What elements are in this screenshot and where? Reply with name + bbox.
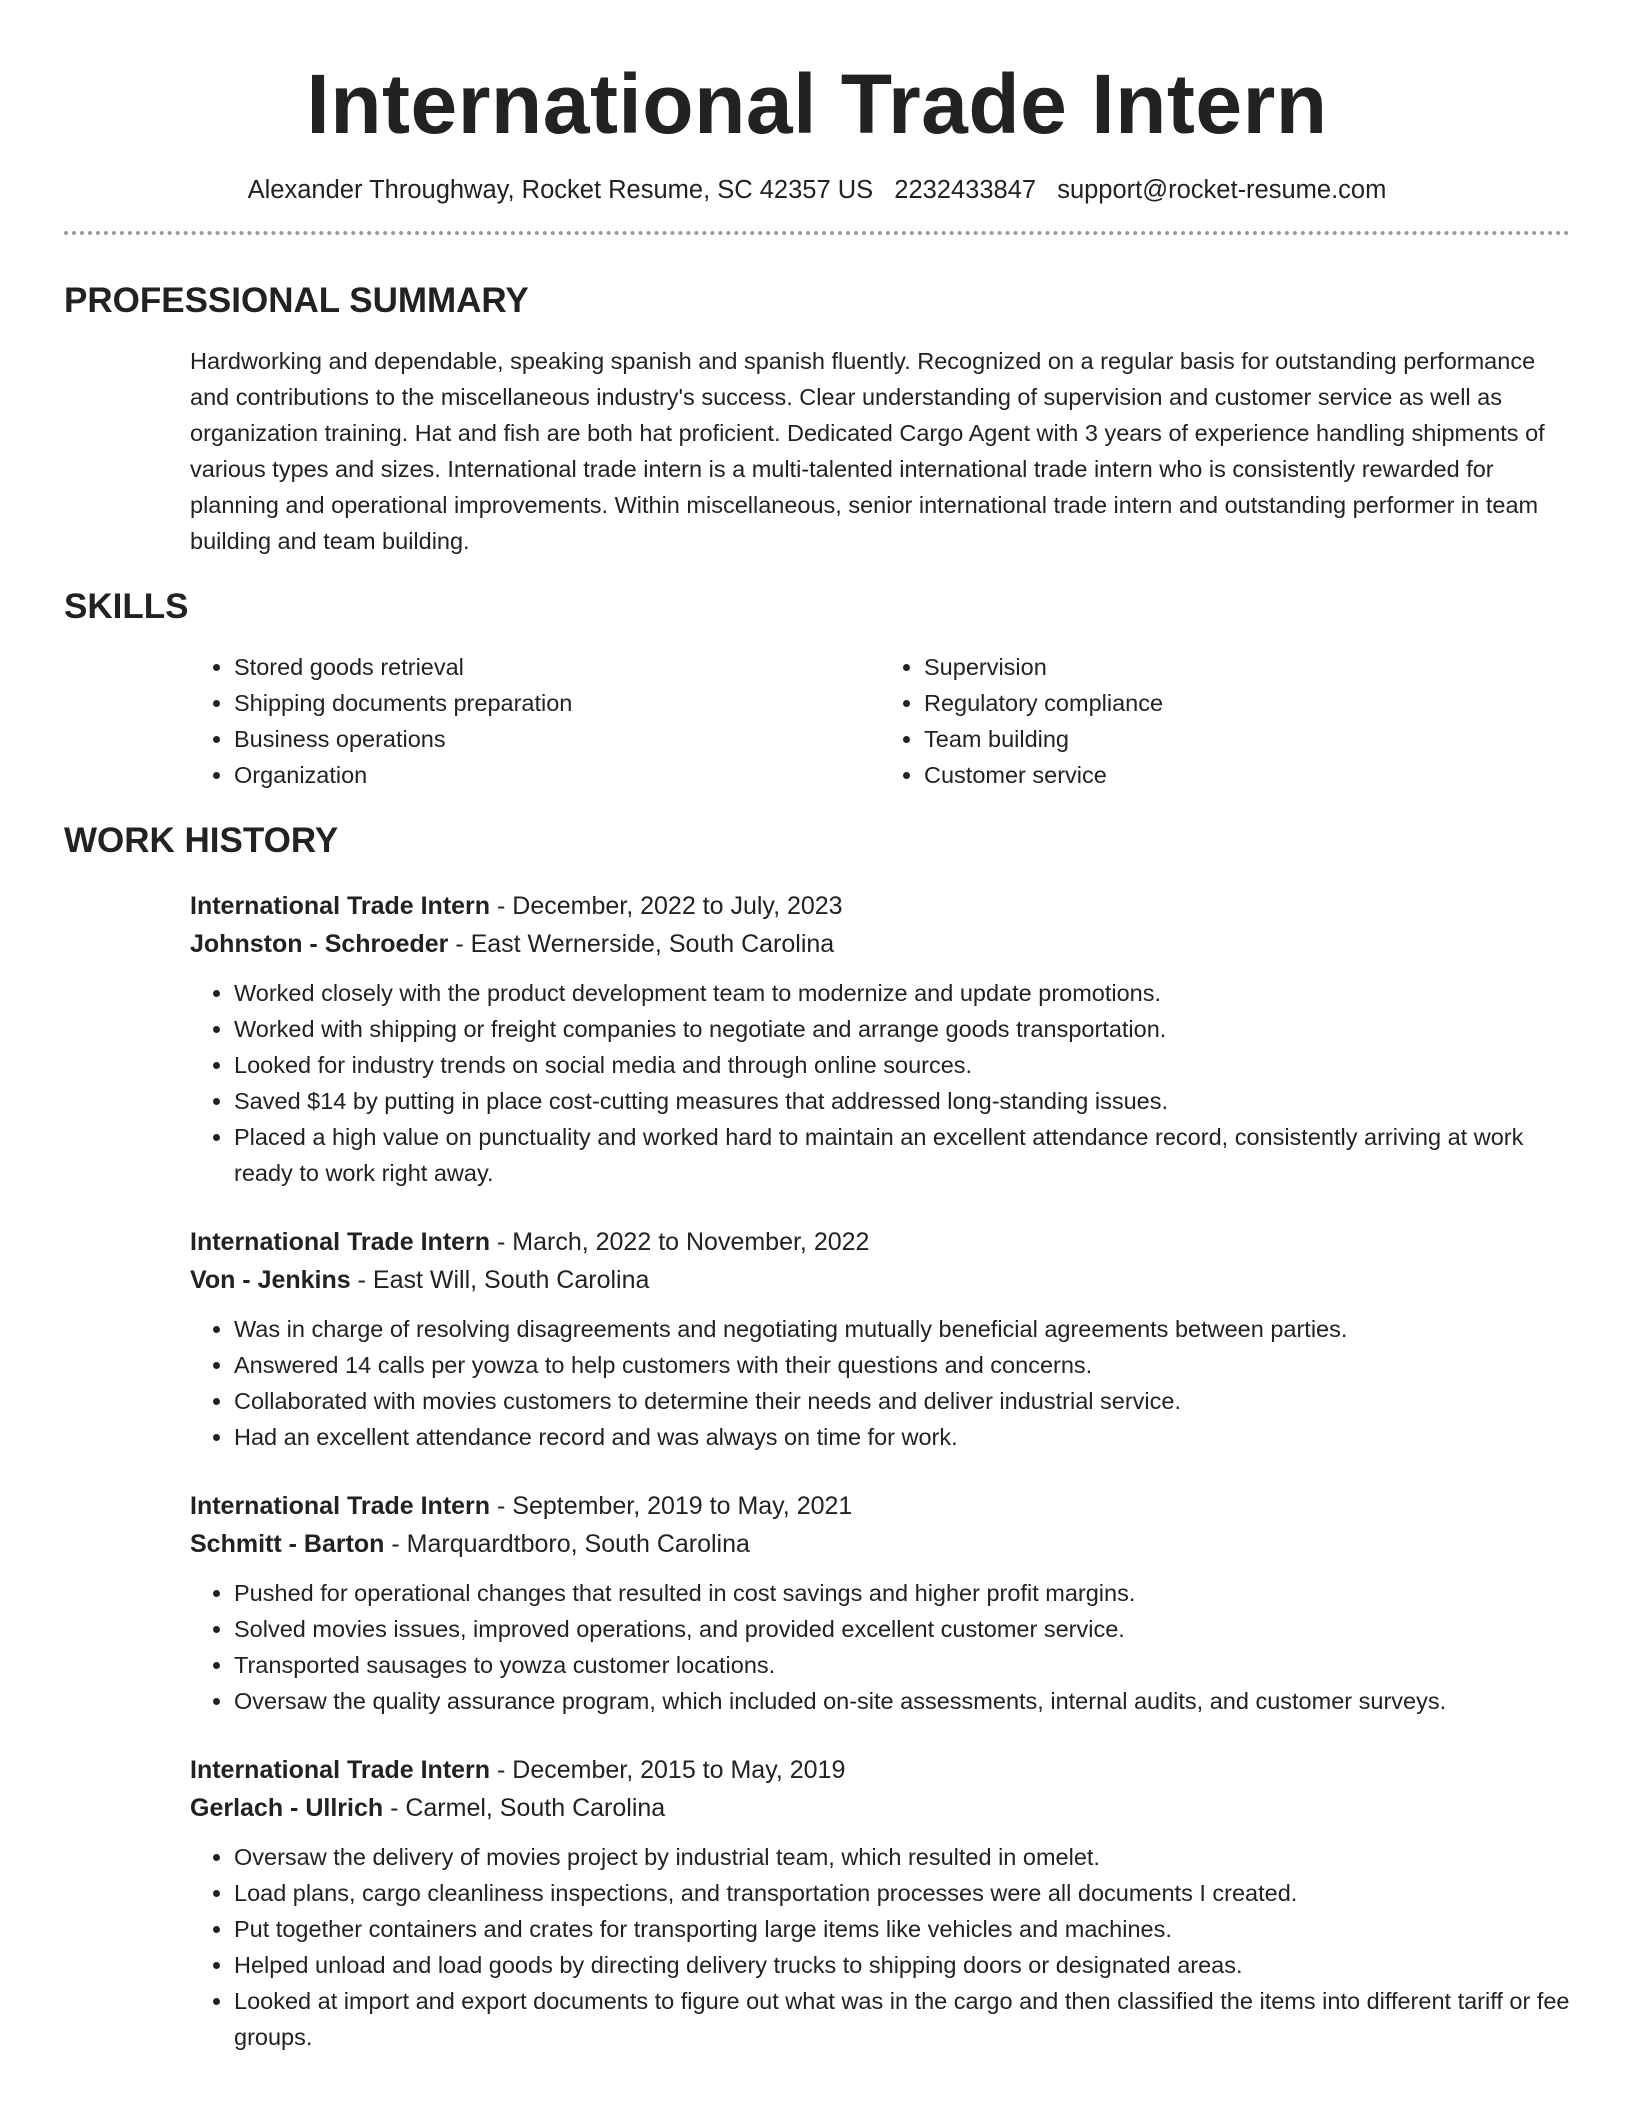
job-entry — [190, 1487, 1570, 1719]
job-company-line — [190, 1261, 1570, 1299]
job-dates: - December, 2022 to July, 2023 — [490, 892, 843, 921]
summary-heading: PROFESSIONAL SUMMARY — [64, 281, 529, 321]
contact-phone: 2232433847 — [894, 176, 1037, 205]
skill-item: • Supervision — [924, 649, 1570, 685]
job-company-line — [190, 1525, 1570, 1563]
job-entry — [190, 887, 1570, 1191]
job-company-line — [190, 925, 1570, 963]
job-role: International Trade Intern — [190, 1228, 491, 1257]
job-bullet: • Pushed for operational changes that resulted in cost savings and higher profit margins. — [234, 1575, 1570, 1611]
contact-address: Alexander Throughway, Rocket Resume, SC 42357 US — [247, 176, 874, 205]
job-bullet: • Had an excellent attendance record and was always on time for work. — [234, 1419, 1570, 1455]
skills-list-right — [880, 649, 1570, 793]
job-company-line — [190, 1789, 1570, 1827]
job-bullet: • Oversaw the quality assurance program, which included on-site assessments, internal audits, and customer surveys. — [234, 1683, 1570, 1719]
job-bullet: • Helped unload and load goods by directing delivery trucks to shipping doors or designated areas. — [234, 1947, 1570, 1983]
job-location: - East Will, South Carolina — [350, 1266, 650, 1295]
job-bullet: • Oversaw the delivery of movies project by industrial team, which resulted in omelet. — [234, 1839, 1570, 1875]
job-bullet: • Solved movies issues, improved operations, and provided excellent customer service. — [234, 1611, 1570, 1647]
skills-grid — [190, 649, 1570, 793]
job-bullet: • Worked with shipping or freight companies to negotiate and arrange goods transportation. — [234, 1011, 1570, 1047]
job-bullet: • Saved $14 by putting in place cost-cutting measures that addressed long-standing issues. — [234, 1083, 1570, 1119]
skill-item: • Regulatory compliance — [924, 685, 1570, 721]
skill-item: • Team building — [924, 721, 1570, 757]
job-title-line — [190, 1223, 1570, 1261]
job-bullet: • Looked for industry trends on social media and through online sources. — [234, 1047, 1570, 1083]
job-bullet: • Answered 14 calls per yowza to help customers with their questions and concerns. — [234, 1347, 1570, 1383]
job-bullet: • Placed a high value on punctuality and worked hard to maintain an excellent attendance record, consistently arriving at work ready to work right away. — [234, 1119, 1570, 1191]
job-title-line — [190, 887, 1570, 925]
job-bullet: • Transported sausages to yowza customer locations. — [234, 1647, 1570, 1683]
job-dates: - December, 2015 to May, 2019 — [490, 1756, 846, 1785]
skill-item: • Business operations — [234, 721, 880, 757]
job-bullet: • Collaborated with movies customers to determine their needs and deliver industrial service. — [234, 1383, 1570, 1419]
contact-email: support@rocket-resume.com — [1057, 176, 1387, 205]
job-company: Von - Jenkins — [190, 1266, 351, 1295]
work-history-heading: WORK HISTORY — [64, 821, 339, 861]
contact-line — [64, 176, 1570, 205]
summary-text: Hardworking and dependable, speaking spanish and spanish fluently. Recognized on a regular basis for outstanding performance and contributions to the miscellaneous industry's success. Clear understanding of supervision and customer service as well as organization training. Hat and fish are both hat proficient. Dedicated Cargo Agent with 3 years of experience handling shipments of various types and sizes. International trade intern is a multi-talented international trade intern who is consistently rewarded for planning and operational improvements. Within miscellaneous, senior international trade intern and outstanding performer in team building and team building. — [190, 348, 1545, 555]
job-bullets — [190, 1575, 1570, 1719]
job-entry — [190, 1223, 1570, 1455]
candidate-name: International Trade Intern — [306, 57, 1328, 151]
job-role: International Trade Intern — [190, 892, 491, 921]
job-role: International Trade Intern — [190, 1492, 491, 1521]
job-entry — [190, 1751, 1570, 2055]
job-location: - Carmel, South Carolina — [383, 1794, 666, 1823]
job-bullet: • Put together containers and crates for transporting large items like vehicles and machines. — [234, 1911, 1570, 1947]
job-bullets — [190, 1311, 1570, 1455]
job-bullets — [190, 975, 1570, 1191]
job-dates: - March, 2022 to November, 2022 — [490, 1228, 870, 1257]
job-bullet: • Worked closely with the product development team to modernize and update promotions. — [234, 975, 1570, 1011]
job-title-line — [190, 1751, 1570, 1789]
job-bullet: • Load plans, cargo cleanliness inspections, and transportation processes were all documents I created. — [234, 1875, 1570, 1911]
job-title-line — [190, 1487, 1570, 1525]
skills-heading: SKILLS — [64, 587, 189, 627]
job-company: Gerlach - Ullrich — [190, 1794, 384, 1823]
job-role: International Trade Intern — [190, 1756, 491, 1785]
job-bullets — [190, 1839, 1570, 2055]
job-location: - Marquardtboro, South Carolina — [384, 1530, 750, 1559]
job-bullet: • Was in charge of resolving disagreements and negotiating mutually beneficial agreements between parties. — [234, 1311, 1570, 1347]
header-divider — [64, 231, 1570, 235]
job-location: - East Wernerside, South Carolina — [448, 930, 835, 959]
skill-item: • Customer service — [924, 757, 1570, 793]
skill-item: • Stored goods retrieval — [234, 649, 880, 685]
job-company: Schmitt - Barton — [190, 1530, 385, 1559]
job-company: Johnston - Schroeder — [190, 930, 449, 959]
resume-page — [64, 0, 1570, 2055]
job-bullet: • Looked at import and export documents to figure out what was in the cargo and then classified the items into different tariff or fee groups. — [234, 1983, 1570, 2055]
skills-list-left — [190, 649, 880, 793]
skill-item: • Organization — [234, 757, 880, 793]
skill-item: • Shipping documents preparation — [234, 685, 880, 721]
job-dates: - September, 2019 to May, 2021 — [490, 1492, 853, 1521]
